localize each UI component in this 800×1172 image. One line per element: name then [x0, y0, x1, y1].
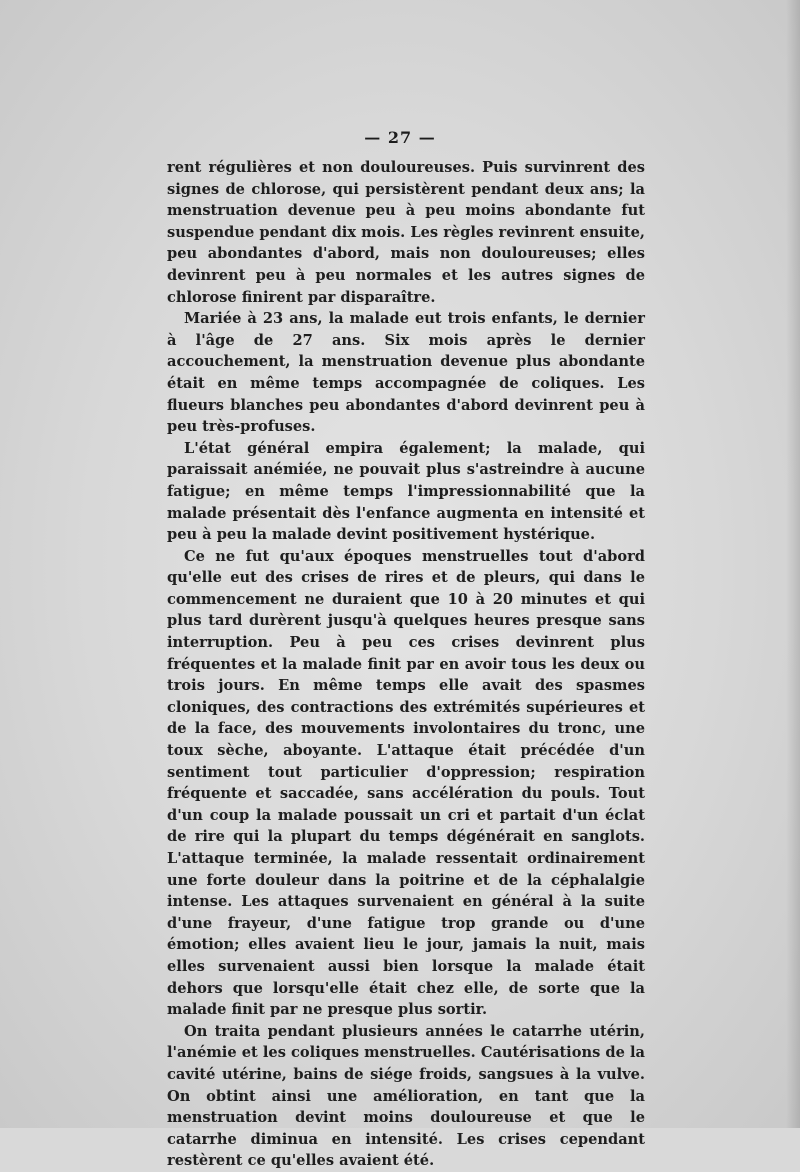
- paragraph-5: On traita pendant plusieurs années le catarrhe utérin, l'anémie et les coliques menstruelles. Cautérisations de la cavité utérine, bains de siége froids, sangsues à la vulve. On obtint ainsi une amélioration, en tant que la menstruation devint moins douloureuse et que le catarrhe diminua en intensité. Les crises cependant restèrent ce qu'elles avaient été.: [167, 1022, 645, 1170]
- paragraph-1: rent régulières et non douloureuses. Puis survinrent des signes de chlorose, qui persistèrent pendant deux ans; la menstruation devenue peu à peu moins abondante fut suspendue pendant dix mois. Les règles revinrent ensuite, peu abondantes d'abord, mais non douloureuses; elles devinrent peu à peu normales et les autres signes de chlorose finirent par disparaître.: [167, 159, 645, 306]
- page-edge-shadow: [786, 0, 800, 1128]
- paragraph-2: Mariée à 23 ans, la malade eut trois enfants, le dernier à l'âge de 27 ans. Six mois après le dernier accouchement, la menstruation devenue plus abondante était en même temps accompagnée de coliques. Les flueurs blanches peu abondantes d'abord devinrent peu à peu très-profuses.: [167, 310, 645, 436]
- paragraph-4: Ce ne fut qu'aux époques menstruelles tout d'abord qu'elle eut des crises de rires et de pleurs, qui dans le commencement ne duraient que 10 à 20 minutes et qui plus tard durèrent jusqu'à quelques heures presque sans interruption. Peu à peu ces crises devinrent plus fréquentes et la malade finit par en avoir tous les deux ou trois jours. En même temps elle avait des spasmes cloniques, des contractions des extrémités supérieures et de la face, des mouvements involontaires du tronc, une toux sèche, aboyante. L'attaque était précédée d'un sentiment tout particulier d'oppression; respiration fréquente et saccadée, sans accélération du pouls. Tout d'un coup la malade poussait un cri et partait d'un éclat de rire qui la plupart du temps dégénérait en sanglots. L'attaque terminée, la malade ressentait ordinairement une forte douleur dans la poitrine et de la céphalalgie intense. Les attaques survenaient en général à la suite d'une frayeur, d'une fatigue trop grande ou d'une émotion; elles avaient lieu le jour, jamais la nuit, mais elles survenaient aussi bien lorsque la malade était dehors que lorsqu'elle était chez elle, de sorte que la malade finit par ne presque plus sortir.: [167, 547, 645, 1019]
- paragraph-3: L'état général empira également; la malade, qui paraissait anémiée, ne pouvait plus s'astreindre à aucune fatigue; en même temps l'impressionnabilité que la malade présentait dès l'enfance augmenta en intensité et peu à peu la malade devint positivement hystérique.: [167, 439, 645, 544]
- body-text: [167, 157, 645, 1172]
- page-number: — 27 —: [364, 128, 436, 147]
